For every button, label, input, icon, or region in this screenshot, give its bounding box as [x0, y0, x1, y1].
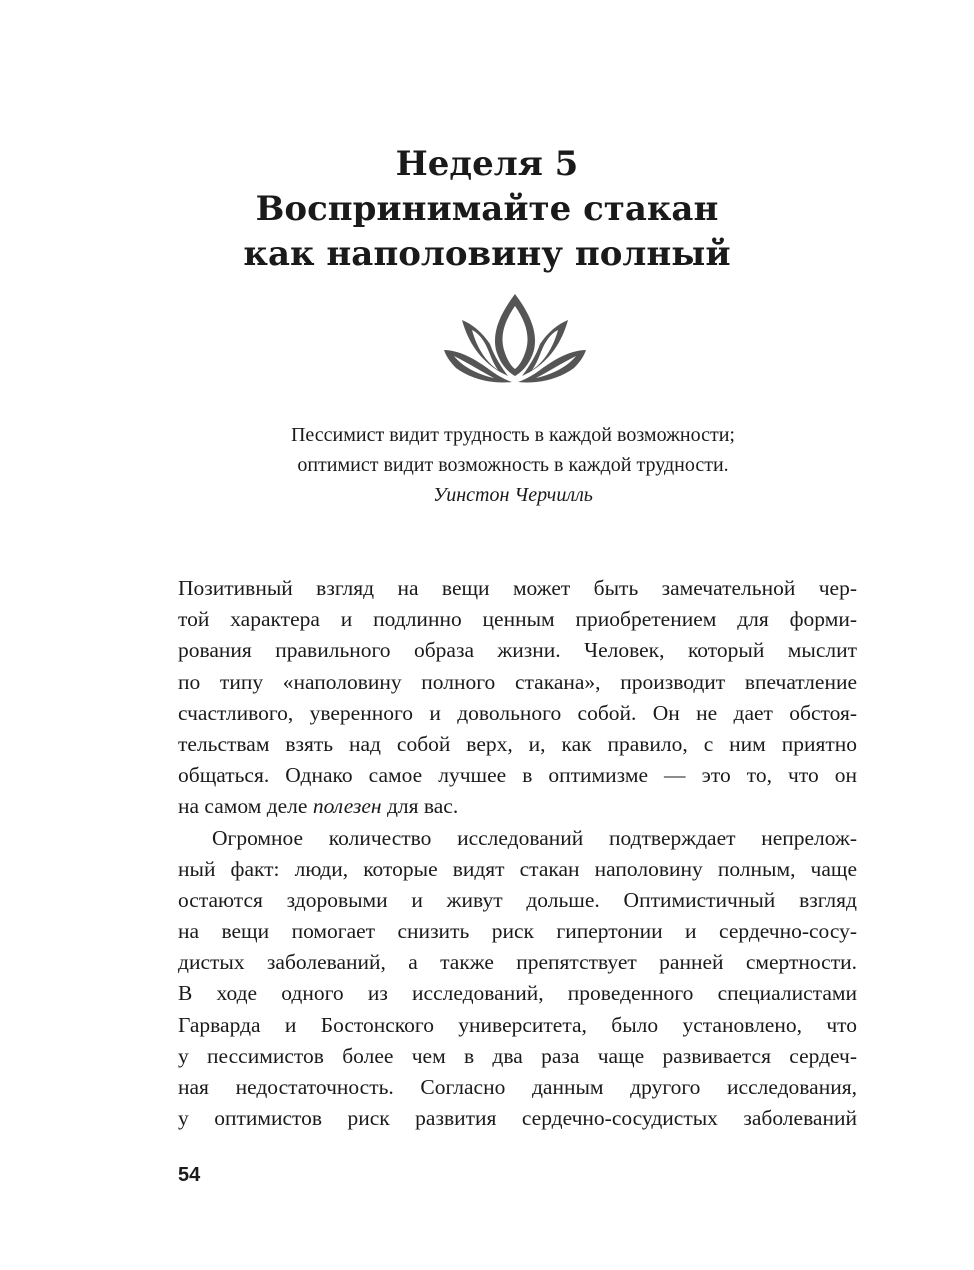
- epigraph-author: Уинстон Черчилль: [433, 484, 593, 506]
- paragraph-1-line: по типу «наполовину полного стакана», производит впечатление: [178, 669, 857, 694]
- paragraph-1-line: той характера и подлинно ценным приобретением для форми-: [178, 607, 857, 632]
- epigraph-line-1: Пессимист видит трудность в каждой возможности;: [290, 424, 735, 446]
- paragraph-2-line: ная недостаточность. Согласно данным другого исследования,: [178, 1075, 857, 1099]
- paragraph-2-line: Гарварда и Бостонского университета, было установлено, что: [178, 1012, 857, 1037]
- body-text: [178, 573, 857, 1134]
- paragraph-2-line: ный факт: люди, которые видят стакан наполовину полным, чаще: [178, 856, 857, 881]
- chapter-title: [0, 142, 974, 277]
- paragraph-1-line: [178, 791, 857, 822]
- paragraph-2-line: Огромное количество исследований подтверждает непрелож-: [212, 825, 857, 850]
- paragraph-2-line: у оптимистов риск развития сердечно-сосудистых заболеваний: [178, 1106, 857, 1131]
- text-run: для вас.: [381, 794, 459, 819]
- epigraph-line-2: оптимист видит возможность в каждой трудности.: [297, 454, 729, 476]
- paragraph-2-line: В ходе одного из исследований, проведенного специалистами: [178, 981, 857, 1006]
- epigraph: [0, 420, 974, 510]
- paragraph-2-line: на вещи помогает снизить риск гипертонии и сердечно-сосу-: [178, 919, 857, 944]
- paragraph-1-line: общаться. Однако самое лучшее в оптимизме — это то, что он: [178, 763, 857, 788]
- paragraph-1-line: рования правильного образа жизни. Человек, который мыслит: [178, 638, 857, 663]
- paragraph-1-line: счастливого, уверенного и довольного собой. Он не дает обстоя-: [178, 700, 857, 725]
- paragraph-2-line: дистых заболеваний, а также препятствует ранней смертности.: [178, 950, 857, 975]
- lotus-icon: [442, 292, 588, 384]
- paragraph-1-line: тельствам взять над собой верх, и, как правило, с ним приятно: [178, 731, 857, 756]
- title-line-3: как наполовину полный: [243, 234, 731, 274]
- title-line-2: Воспринимайте стакан: [255, 189, 719, 229]
- emphasis: полезен: [312, 794, 382, 819]
- paragraph-2-line: у пессимистов более чем в два раза чаще развивается сердеч-: [178, 1043, 857, 1068]
- paragraph-1-line: Позитивный взгляд на вещи может быть замечательной чер-: [178, 576, 857, 600]
- text-run: на самом деле: [178, 794, 313, 819]
- paragraph-2-line: остаются здоровыми и живут дольше. Оптимистичный взгляд: [178, 887, 857, 912]
- page-number: 54: [178, 1164, 201, 1186]
- title-week: Неделя 5: [395, 144, 579, 184]
- lotus-center-petal: [495, 294, 535, 376]
